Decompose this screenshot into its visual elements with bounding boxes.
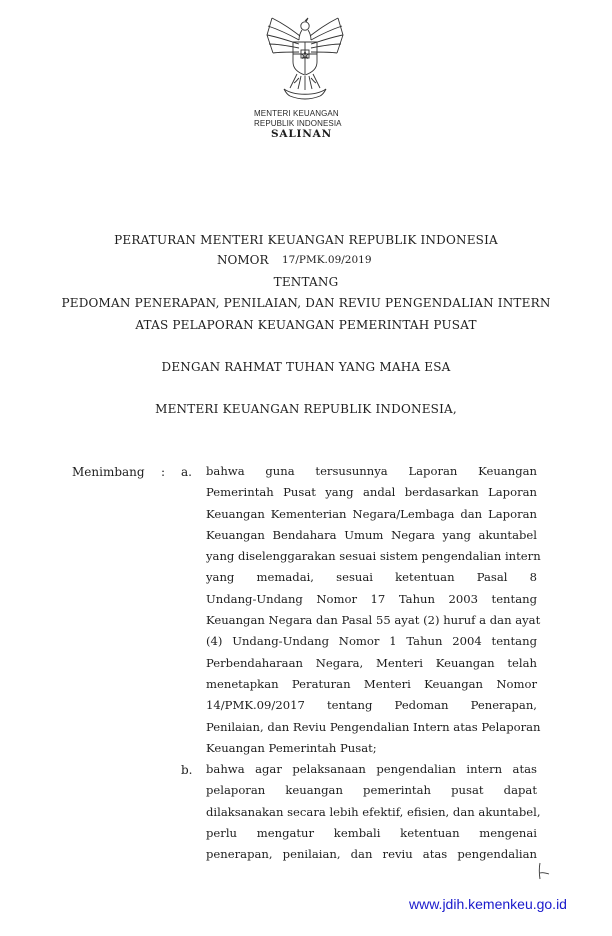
nomor-line	[217, 253, 372, 267]
text-line: Keuangan Negara dan Pasal 55 ayat (2) huruf a dan ayat	[206, 613, 541, 628]
nomor-label: NOMOR	[217, 253, 269, 267]
text-line: menetapkan Peraturan Menteri Keuangan Nomor	[206, 676, 537, 691]
text-line: Perbendaharaan Negara, Menteri Keuangan telah	[206, 655, 537, 670]
regulation-title: PERATURAN MENTERI KEUANGAN REPUBLIK INDONESIA	[114, 233, 498, 247]
text-line: yang memadai, sesuai ketentuan Pasal 8	[206, 570, 537, 585]
item-a-text	[206, 461, 541, 759]
paraf-mark-icon	[536, 862, 550, 880]
rahmat-line: DENGAN RAHMAT TUHAN YANG MAHA ESA	[161, 360, 451, 374]
salinan-stamp: SALINAN	[271, 128, 332, 140]
text-line: bahwa agar pelaksanaan pengendalian intern atas	[206, 762, 537, 776]
menimbang-colon: :	[161, 465, 166, 479]
nomor-value: 17/PMK.09/2019	[282, 254, 372, 266]
text-line: bahwa guna tersusunnya Laporan Keuangan	[206, 464, 537, 478]
issuer-line-2: REPUBLIK INDONESIA	[254, 119, 342, 128]
text-line: Keuangan Pemerintah Pusat;	[206, 740, 377, 755]
item-a-letter: a.	[181, 465, 192, 479]
issuer-block	[254, 109, 358, 129]
jdih-url-link[interactable]: www.jdih.kemenkeu.go.id	[409, 896, 567, 912]
text-line: Keuangan Kementerian Negara/Lembaga dan Laporan	[206, 506, 537, 521]
issuer-line-1: MENTERI KEUANGAN	[254, 109, 339, 118]
item-b-letter: b.	[181, 763, 193, 777]
text-line: pelaporan keuangan pemerintah pusat dapat	[206, 783, 537, 798]
text-line: Keuangan Bendahara Umum Negara yang akuntabel	[206, 527, 537, 542]
text-line: (4) Undang-Undang Nomor 1 Tahun 2004 tentang	[206, 634, 537, 649]
tentang-label: TENTANG	[273, 275, 339, 289]
subject-line-2: ATAS PELAPORAN KEUANGAN PEMERINTAH PUSAT	[135, 318, 477, 332]
text-line: perlu mengatur kembali ketentuan mengenai	[206, 825, 537, 840]
issuer-statement: MENTERI KEUANGAN REPUBLIK INDONESIA,	[155, 402, 457, 416]
text-line: Undang-Undang Nomor 17 Tahun 2003 tentang	[206, 591, 537, 606]
text-line: 14/PMK.09/2017 tentang Pedoman Penerapan,	[206, 698, 537, 713]
text-line: penerapan, penilaian, dan reviu atas pengendalian	[206, 847, 537, 862]
text-line: yang diselenggarakan sesuai sistem pengendalian intern	[206, 549, 541, 564]
text-line: Pemerintah Pusat yang andal berdasarkan Laporan	[206, 485, 537, 500]
garuda-emblem-icon	[264, 16, 346, 100]
item-b-text	[206, 759, 541, 865]
subject-line-1: PEDOMAN PENERAPAN, PENILAIAN, DAN REVIU PENGENDALIAN INTERN	[61, 296, 551, 310]
text-line: Penilaian, dan Reviu Pengendalian Intern atas Pelaporan	[206, 719, 541, 734]
text-line: dilaksanakan secara lebih efektif, efisien, dan akuntabel,	[206, 804, 541, 819]
menimbang-label: Menimbang	[72, 465, 145, 479]
